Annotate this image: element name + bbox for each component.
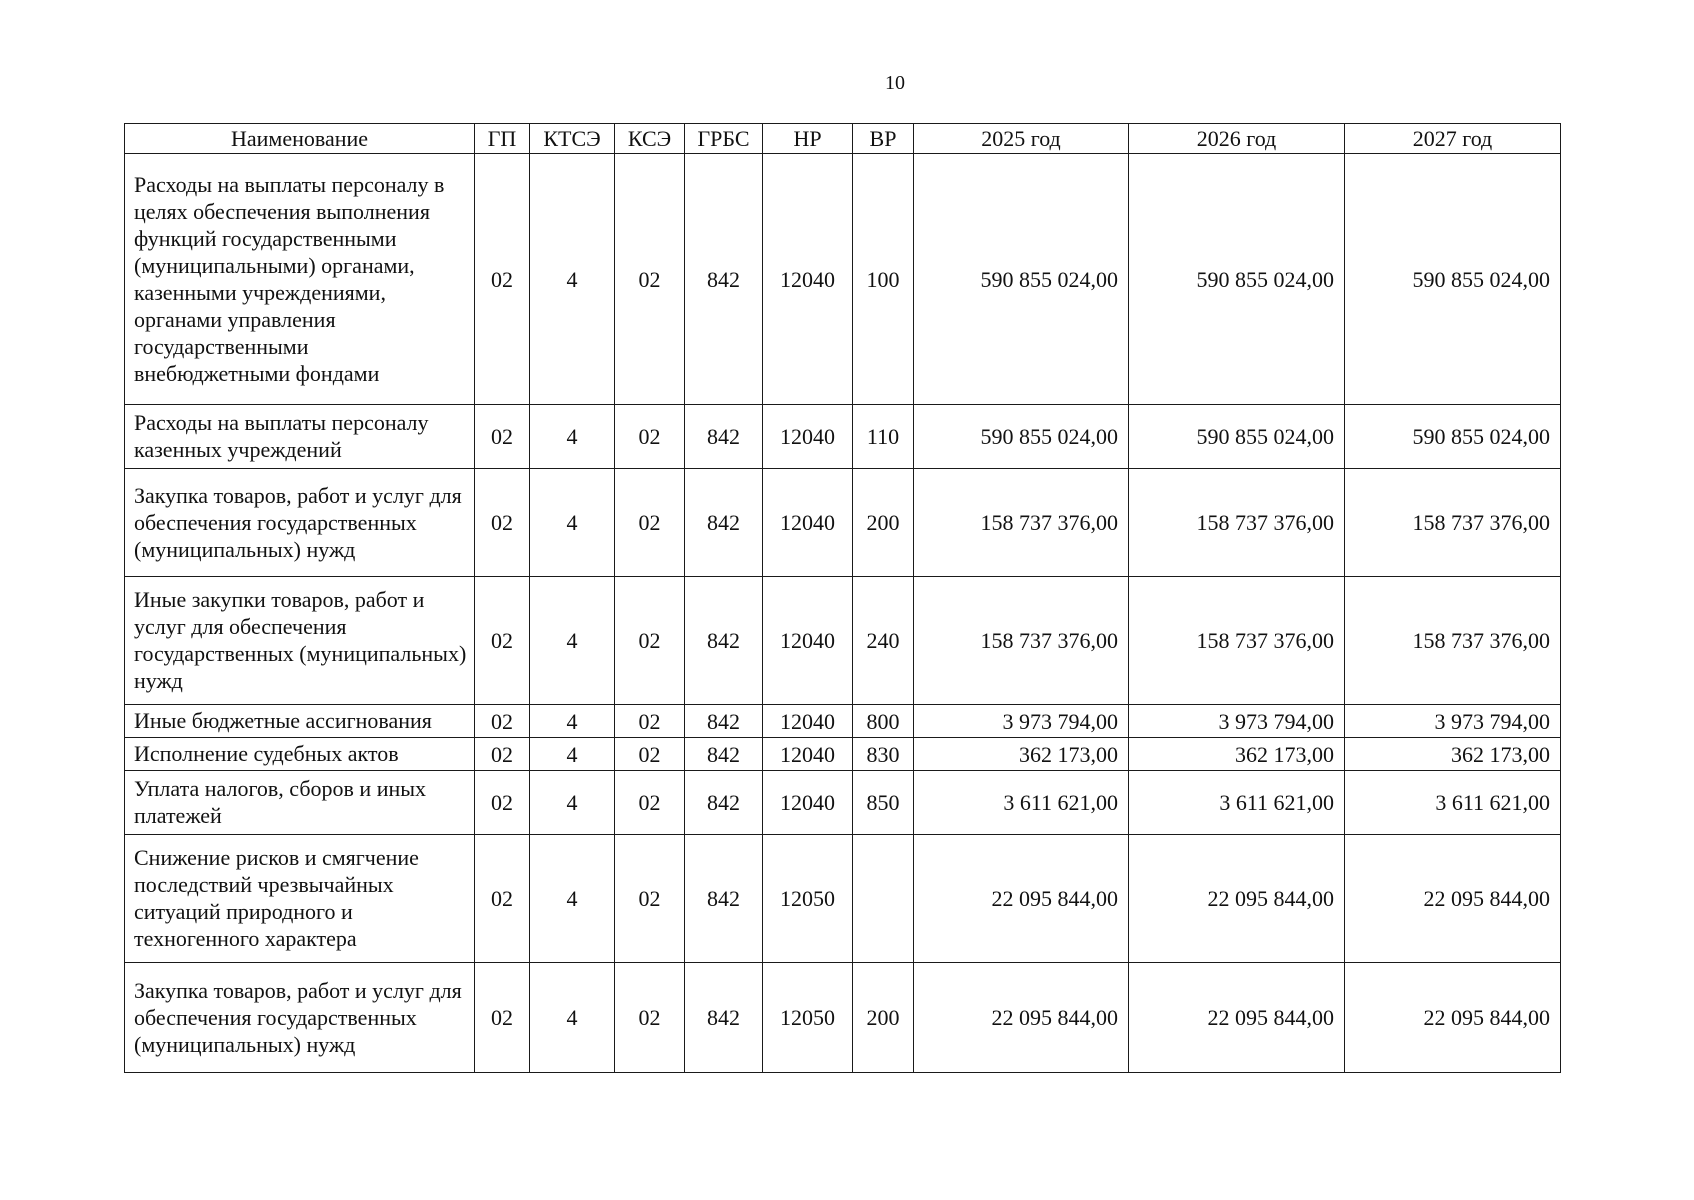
table-row	[125, 705, 1561, 738]
row-vr: 110	[853, 405, 914, 469]
row-2027: 362 173,00	[1345, 738, 1561, 771]
row-kse: 02	[615, 577, 685, 705]
page-number: 10	[885, 72, 905, 94]
row-2026: 590 855 024,00	[1129, 405, 1345, 469]
row-gp: 02	[475, 771, 530, 835]
row-2025: 158 737 376,00	[914, 577, 1129, 705]
row-2025: 22 095 844,00	[914, 835, 1129, 963]
row-name: Расходы на выплаты персоналу казенных учреждений	[125, 405, 475, 469]
header-grbs: ГРБС	[685, 124, 763, 154]
row-kse: 02	[615, 405, 685, 469]
row-nr: 12040	[763, 705, 853, 738]
row-name: Расходы на выплаты персоналу в целях обеспечения выполнения функций государственными (муниципальными) органами, казенными учреждениями, органами управления государственными внебюджетными фондами	[125, 154, 475, 405]
row-kse: 02	[615, 469, 685, 577]
row-2027: 22 095 844,00	[1345, 963, 1561, 1073]
header-2027: 2027 год	[1345, 124, 1561, 154]
row-vr: 240	[853, 577, 914, 705]
row-2027: 590 855 024,00	[1345, 154, 1561, 405]
row-gp: 02	[475, 963, 530, 1073]
row-ktse: 4	[530, 963, 615, 1073]
row-2025: 362 173,00	[914, 738, 1129, 771]
table-row	[125, 963, 1561, 1073]
row-2025: 3 973 794,00	[914, 705, 1129, 738]
row-grbs: 842	[685, 835, 763, 963]
table-row	[125, 154, 1561, 405]
row-nr: 12040	[763, 738, 853, 771]
row-vr: 830	[853, 738, 914, 771]
row-nr: 12040	[763, 154, 853, 405]
row-gp: 02	[475, 154, 530, 405]
row-ktse: 4	[530, 705, 615, 738]
row-gp: 02	[475, 705, 530, 738]
row-2026: 362 173,00	[1129, 738, 1345, 771]
row-grbs: 842	[685, 469, 763, 577]
row-2026: 3 973 794,00	[1129, 705, 1345, 738]
row-vr: 850	[853, 771, 914, 835]
row-vr: 200	[853, 469, 914, 577]
row-2027: 590 855 024,00	[1345, 405, 1561, 469]
table-row	[125, 577, 1561, 705]
row-nr: 12040	[763, 405, 853, 469]
row-grbs: 842	[685, 577, 763, 705]
row-2026: 22 095 844,00	[1129, 963, 1345, 1073]
row-ktse: 4	[530, 405, 615, 469]
row-gp: 02	[475, 577, 530, 705]
row-ktse: 4	[530, 577, 615, 705]
row-name: Снижение рисков и смягчение последствий чрезвычайных ситуаций природного и техногенного характера	[125, 835, 475, 963]
row-grbs: 842	[685, 705, 763, 738]
row-2026: 22 095 844,00	[1129, 835, 1345, 963]
row-2025: 158 737 376,00	[914, 469, 1129, 577]
header-vr: ВР	[853, 124, 914, 154]
row-gp: 02	[475, 738, 530, 771]
row-2027: 22 095 844,00	[1345, 835, 1561, 963]
row-2027: 158 737 376,00	[1345, 469, 1561, 577]
row-name: Закупка товаров, работ и услуг для обеспечения государственных (муниципальных) нужд	[125, 469, 475, 577]
row-2026: 3 611 621,00	[1129, 771, 1345, 835]
header-2025: 2025 год	[914, 124, 1129, 154]
header-kse: КСЭ	[615, 124, 685, 154]
row-ktse: 4	[530, 738, 615, 771]
row-2026: 590 855 024,00	[1129, 154, 1345, 405]
header-nr: НР	[763, 124, 853, 154]
row-grbs: 842	[685, 738, 763, 771]
row-gp: 02	[475, 835, 530, 963]
row-nr: 12040	[763, 577, 853, 705]
row-2026: 158 737 376,00	[1129, 469, 1345, 577]
header-2026: 2026 год	[1129, 124, 1345, 154]
row-2025: 590 855 024,00	[914, 154, 1129, 405]
table-row	[125, 835, 1561, 963]
table-row	[125, 469, 1561, 577]
header-name: Наименование	[125, 124, 475, 154]
row-2026: 158 737 376,00	[1129, 577, 1345, 705]
row-vr: 200	[853, 963, 914, 1073]
row-grbs: 842	[685, 154, 763, 405]
row-2025: 22 095 844,00	[914, 963, 1129, 1073]
row-ktse: 4	[530, 469, 615, 577]
row-name: Иные бюджетные ассигнования	[125, 705, 475, 738]
row-nr: 12040	[763, 771, 853, 835]
row-kse: 02	[615, 771, 685, 835]
row-name: Закупка товаров, работ и услуг для обеспечения государственных (муниципальных) нужд	[125, 963, 475, 1073]
row-nr: 12050	[763, 835, 853, 963]
row-kse: 02	[615, 835, 685, 963]
row-kse: 02	[615, 963, 685, 1073]
row-grbs: 842	[685, 963, 763, 1073]
row-ktse: 4	[530, 835, 615, 963]
row-2025: 3 611 621,00	[914, 771, 1129, 835]
header-ktse: КТСЭ	[530, 124, 615, 154]
row-2025: 590 855 024,00	[914, 405, 1129, 469]
budget-table	[124, 123, 1561, 1073]
row-vr: 100	[853, 154, 914, 405]
row-2027: 158 737 376,00	[1345, 577, 1561, 705]
header-gp: ГП	[475, 124, 530, 154]
row-gp: 02	[475, 469, 530, 577]
table-row	[125, 405, 1561, 469]
row-kse: 02	[615, 738, 685, 771]
table-row	[125, 771, 1561, 835]
row-name: Уплата налогов, сборов и иных платежей	[125, 771, 475, 835]
row-ktse: 4	[530, 154, 615, 405]
row-vr: 800	[853, 705, 914, 738]
row-2027: 3 973 794,00	[1345, 705, 1561, 738]
row-nr: 12050	[763, 963, 853, 1073]
table-row	[125, 738, 1561, 771]
row-nr: 12040	[763, 469, 853, 577]
row-name: Иные закупки товаров, работ и услуг для обеспечения государственных (муниципальных) нужд	[125, 577, 475, 705]
row-grbs: 842	[685, 771, 763, 835]
row-kse: 02	[615, 154, 685, 405]
row-gp: 02	[475, 405, 530, 469]
row-grbs: 842	[685, 405, 763, 469]
row-ktse: 4	[530, 771, 615, 835]
header-row	[125, 124, 1561, 154]
row-2027: 3 611 621,00	[1345, 771, 1561, 835]
row-name: Исполнение судебных актов	[125, 738, 475, 771]
row-kse: 02	[615, 705, 685, 738]
row-vr	[853, 835, 914, 963]
